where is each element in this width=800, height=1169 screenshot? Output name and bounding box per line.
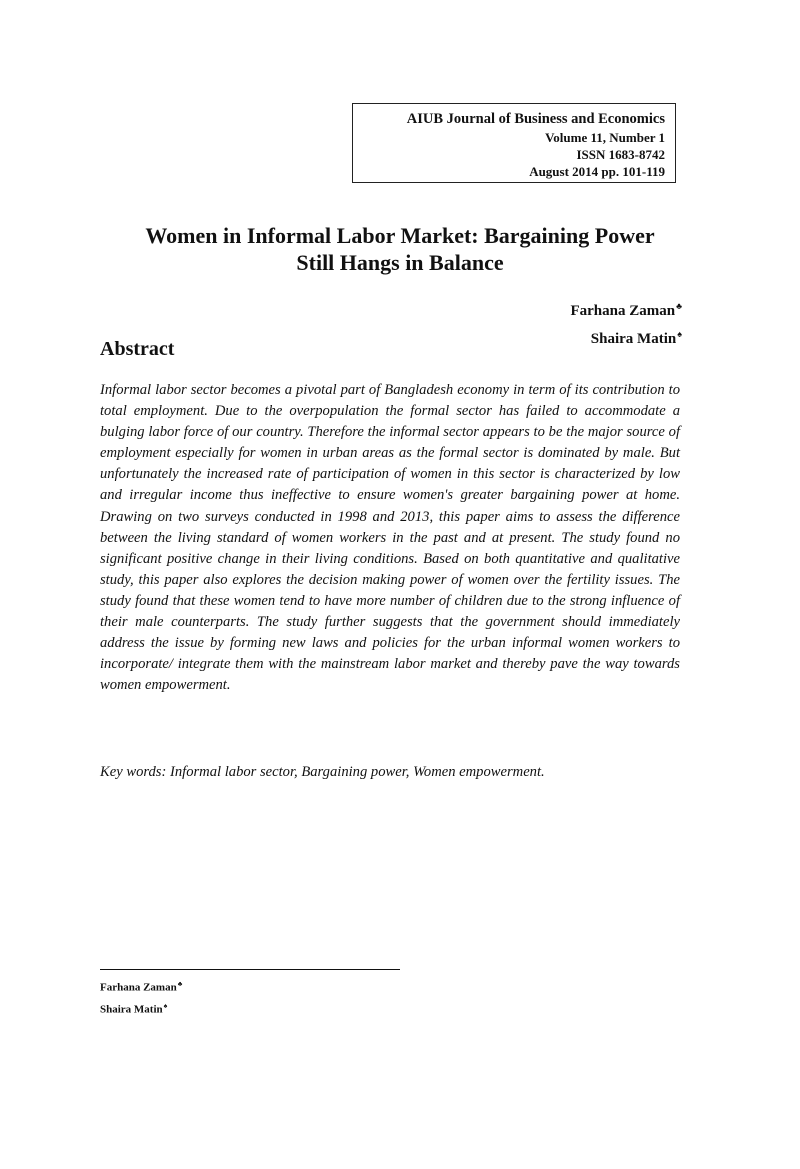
paper-title-line-2: Still Hangs in Balance	[296, 250, 504, 275]
footnote-2-name: Shaira Matin	[100, 1003, 163, 1016]
paper-title-line-1: Women in Informal Labor Market: Bargaining Power	[145, 223, 655, 248]
footnote-divider	[100, 969, 400, 970]
journal-date-pages: August 2014 pp. 101-119	[529, 164, 665, 179]
author-1	[570, 295, 682, 323]
author-list	[570, 295, 682, 351]
keywords: Key words: Informal labor sector, Bargaining power, Women empowerment.	[100, 764, 545, 780]
footnotes	[100, 975, 182, 1018]
author-2	[570, 323, 682, 351]
author-1-name: Farhana Zaman	[570, 303, 676, 319]
footnote-1	[100, 975, 182, 997]
author-2-mark: ♠	[677, 329, 682, 339]
author-1-mark: ♣	[676, 301, 682, 311]
footnote-1-name: Farhana Zaman	[100, 981, 177, 994]
abstract-text: Informal labor sector becomes a pivotal part of Bangladesh economy in term of its contribution to total employment. Due to the overpopulation the formal sector has failed to accommodate a bulging labor force of our country. Therefore the informal sector appears to be the major source of employment especially for women in urban areas as the formal sector is dominated by male. But unfortunately the increased rate of participation of women in this sector is characterized by low and irregular income thus ineffective to ensure women's greater bargaining power at home. Drawing on two surveys conducted in 1998 and 2013, this paper aims to assess the difference between the living standard of women workers in the past and at present. The study found no significant positive change in their living conditions. Based on both quantitative and qualitative study, this paper also explores the decision making power of women over the fertility issues. The study found that these women tend to have more number of children due to the strong influence of their male counterparts. The study further suggests that the government should immediately address the issue by forming new laws and policies for the urban informal women workers to incorporate/ integrate them with the mainstream labor market and thereby pave the way towards women empowerment.	[100, 382, 680, 694]
journal-issn: ISSN 1683-8742	[576, 147, 665, 162]
paper-title	[100, 222, 700, 276]
abstract-heading: Abstract	[100, 338, 175, 360]
author-2-name: Shaira Matin	[590, 331, 677, 347]
footnote-1-mark: ♣	[177, 980, 183, 988]
journal-info-box	[352, 103, 676, 183]
footnote-2	[100, 997, 182, 1019]
journal-name: AIUB Journal of Business and Economics	[406, 111, 665, 127]
footnote-2-mark: ♠	[163, 1001, 168, 1010]
journal-volume: Volume 11, Number 1	[545, 130, 665, 145]
